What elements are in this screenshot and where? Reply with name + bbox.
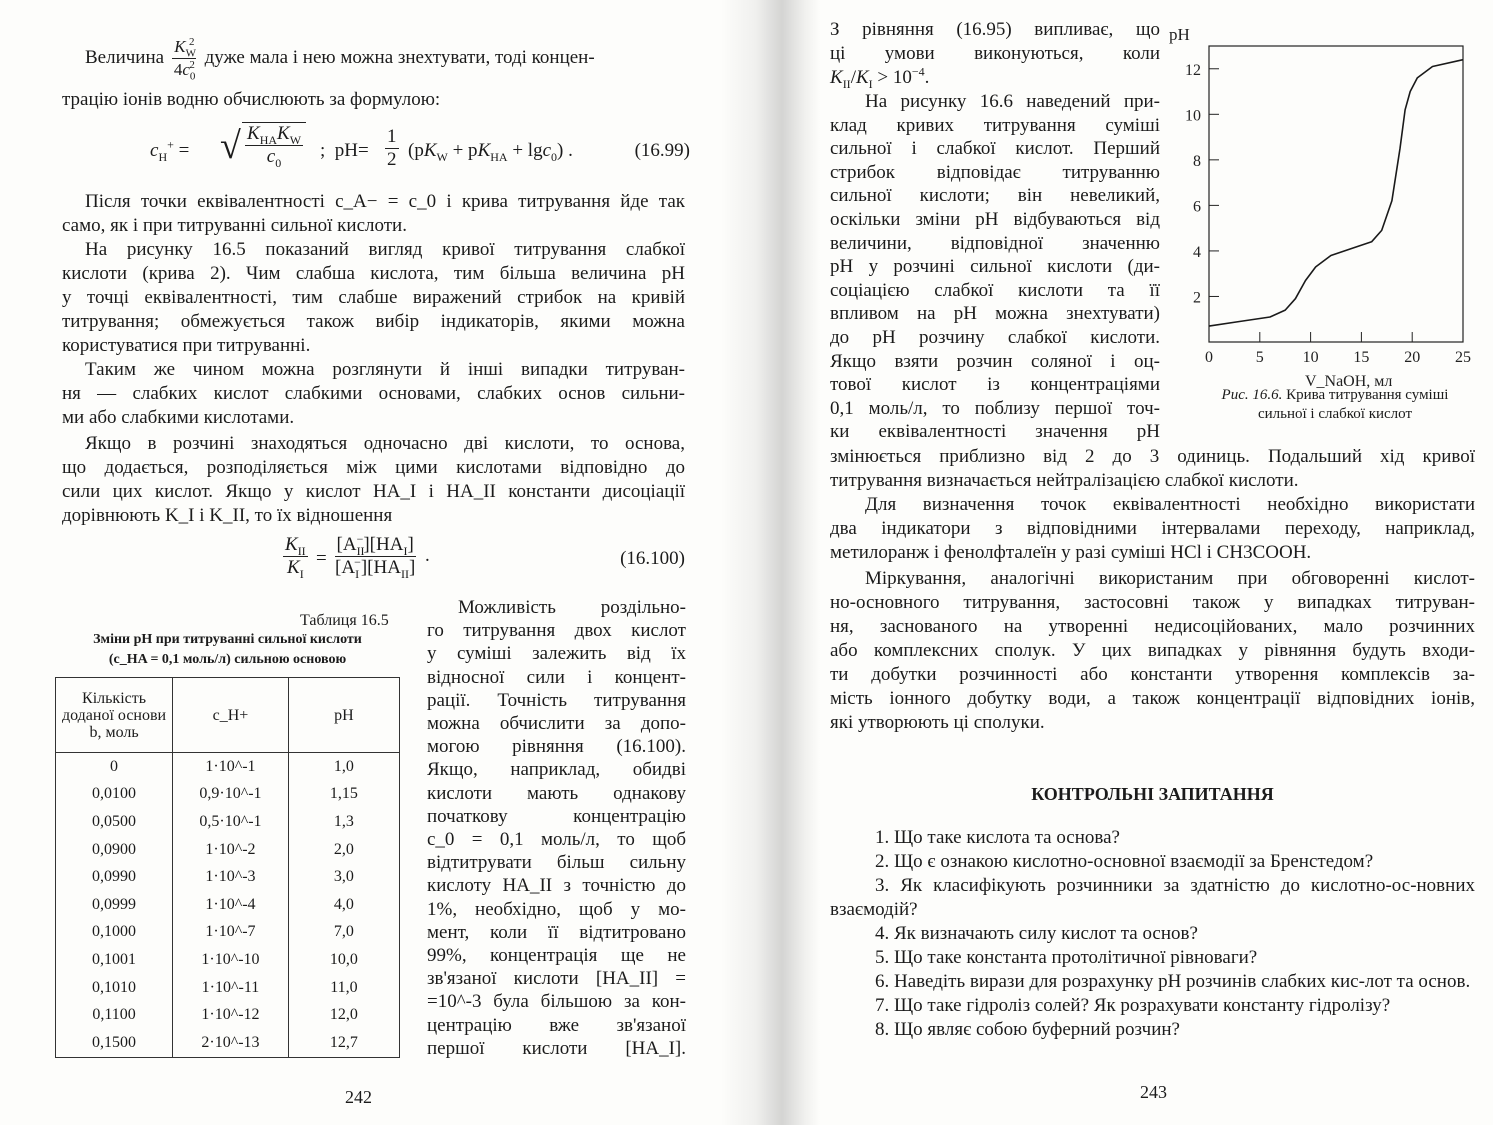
y-tick-label: 8	[1193, 152, 1201, 170]
x-tick-label: 5	[1255, 349, 1264, 366]
paragraph-line: Таким же чином можна розглянути й інші випадки титруван-	[85, 359, 685, 380]
question-item: 3. Як класифікують розчинники за здатністю до кислотно-ос-новних взаємодій?	[830, 875, 1475, 920]
side-text-line: c_0 = 0,1 моль/л, то щоб	[427, 829, 686, 850]
paragraph-line: стрибок відповідає титруванню	[830, 161, 1160, 183]
table-cell: 1·10^-12	[173, 1001, 289, 1029]
table-cell: 0,1000	[56, 919, 173, 947]
table-row	[56, 781, 400, 809]
paragraph-line: Міркування, аналогічні використаним при обговоренні кислот-	[865, 568, 1475, 589]
side-text-line: відносної сили і концент-	[427, 666, 686, 688]
table-row	[56, 836, 400, 864]
paragraph-line: сильної і слабкої кислот. Перший	[830, 138, 1160, 160]
table-cell: 11,0	[288, 974, 399, 1002]
paragraph-line: дорівнюють K_I і K_II, то їх відношення	[62, 505, 393, 526]
equation-16-100: $\frac{K_{II}}{K_I}$ = $\frac{[A_{II}^-][HA_I]}{[A_I^-][HA_{II}]}$ . (16.100)	[285, 531, 685, 581]
ph-table	[55, 677, 400, 1058]
table-row	[56, 891, 400, 919]
paragraph-line: Для визначення точок еквівалентності необхідно використати	[865, 494, 1475, 515]
question-item: 1. Що таке кислота та основа?	[875, 827, 1120, 848]
table-cell: 1,15	[288, 781, 399, 809]
paragraph-line: що додається, розподіляється між цими кислотами відповідно до	[62, 457, 685, 478]
side-text-line: 1%, необхідно, щоб у мо-	[427, 898, 686, 920]
paragraph-line: ки еквівалентності значення pH	[830, 421, 1160, 443]
intro-text: Величина	[85, 47, 165, 68]
table-cell: 1,3	[288, 808, 399, 836]
figure-caption-text: Крива титрування суміші	[1286, 387, 1449, 403]
side-text-line: могою рівняння (16.100).	[427, 736, 686, 758]
paragraph-line: На рисунку 16.5 показаний вигляд кривої титрування слабкої	[85, 239, 685, 260]
side-text-line: кислоти мають однакову	[427, 782, 686, 804]
page-number: 242	[345, 1087, 372, 1107]
table-cell: 0,0500	[56, 808, 173, 836]
page-number: 243	[1140, 1082, 1167, 1102]
paragraph-line: метилоранж і фенолфталеїн у разі суміші HCl і CH3COOH.	[830, 542, 1312, 563]
side-text-line: початкову концентрацію	[427, 805, 686, 827]
x-axis-label: V_NaOH, мл	[1304, 373, 1393, 390]
equation-16-99: $c_H^+$ = √ $\frac{K_{HA}K_W}{c_0}$ ; pH= $\frac{1}{2}$ $(pK_W + pK_{HA} + \lg c_0)$ . (16.99)	[150, 123, 690, 170]
paragraph-line: у точці еквівалентності, тим слабше виражений стрибок на кривій	[62, 287, 685, 308]
side-text-line: першої кислоти [HA_I].	[427, 1037, 686, 1059]
paragraph-line: або комплексних сполук. У цих випадках у рівняння будуть входи-	[830, 640, 1475, 661]
table-cell: 12,7	[288, 1029, 399, 1057]
paragraph-line: 0,1 моль/л, то поблизу першої точ-	[830, 397, 1160, 419]
table-cell: 0,5·10^-1	[173, 808, 289, 836]
x-tick-label: 25	[1455, 349, 1471, 366]
side-text-line: рації. Точність титрування	[427, 689, 686, 711]
table-header: Кількість доданої основи b, моль	[56, 678, 173, 753]
table-cell: 0,1001	[56, 946, 173, 974]
y-tick-label: 2	[1193, 289, 1201, 307]
side-text-line: можна обчислити за допо-	[427, 713, 686, 734]
paragraph-line: оскільки зміни pH відбуваються від	[830, 209, 1160, 230]
table-title: (c_HA = 0,1 моль/л) сильною основою	[108, 652, 347, 667]
figure-caption-text: сильної і слабкої кислот	[1257, 406, 1413, 422]
table-cell: 1,0	[288, 753, 399, 781]
paragraph-line: сильної кислоти; він невеликий,	[830, 185, 1160, 207]
table-header: c_H+	[173, 678, 289, 753]
paragraph-line: но-основного титрування, застосовні також у випадках титруван-	[830, 592, 1475, 613]
side-text-line: центрацію вже зв'язаної	[427, 1014, 686, 1036]
table-cell: 0,1100	[56, 1001, 173, 1029]
paragraph-line: соціацією слабкої кислоти та її	[830, 279, 1160, 301]
table-cell: 0,0100	[56, 781, 173, 809]
y-tick-label: 10	[1185, 107, 1201, 125]
side-text-line: у суміші залежить від їх	[427, 643, 686, 665]
x-tick-label: 0	[1205, 349, 1213, 366]
y-axis-label: pH	[1169, 25, 1190, 44]
paragraph-line: pH у розчині сильної кислоти (ди-	[830, 256, 1160, 278]
table-header: pH	[288, 678, 399, 753]
table-row	[56, 974, 400, 1002]
table-cell: 4,0	[288, 891, 399, 919]
paragraph-line: до pH розчину слабкої кислоти.	[830, 327, 1160, 348]
table-cell: 1·10^-2	[173, 836, 289, 864]
paragraph-line: які утворюють ці сполуки.	[830, 712, 1045, 733]
plot-frame	[1209, 46, 1463, 342]
table-label: Таблиця 16.5	[300, 612, 389, 629]
table-row	[56, 753, 400, 781]
y-tick-label: 4	[1193, 243, 1201, 261]
x-tick-label: 15	[1353, 349, 1370, 366]
table-row	[56, 808, 400, 836]
paragraph-line: ці умови виконуються, коли	[830, 43, 1160, 64]
figure-label: Рис. 16.6.	[1221, 387, 1283, 403]
question-item: 7. Що таке гідроліз солей? Як розрахувати константу гідролізу?	[875, 995, 1391, 1016]
table-cell: 0,1010	[56, 974, 173, 1002]
side-text-line: кислоту HA_II з точністю до	[427, 875, 686, 897]
paragraph-line: З рівняння (16.95) випливає, що	[830, 19, 1160, 40]
table-title: Зміни pH при титруванні сильної кислоти	[93, 632, 362, 647]
paragraph-line: ня — слабких кислот слабкими основами, слабких основ сильни-	[62, 383, 685, 404]
table-cell: 7,0	[288, 919, 399, 947]
paragraph-line: На рисунку 16.6 наведений при-	[865, 91, 1160, 112]
paragraph-line: ти добутки розчинності або константи утворення комплексів за-	[830, 664, 1475, 685]
right-page	[745, 0, 1493, 1125]
paragraph-line: тової кислот із концентраціями	[830, 374, 1160, 396]
paragraph-line: клад кривих титрування суміші	[830, 114, 1160, 136]
question-item: 6. Наведіть вирази для розрахунку pH розчинів слабких кис-лот та основ.	[875, 971, 1471, 992]
table-cell: 12,0	[288, 1001, 399, 1029]
paragraph-line: ня, заснованого на утворенні недисоційованих, мало розчинних	[830, 616, 1475, 637]
table-row	[56, 863, 400, 891]
paragraph-line: користуватися при титруванні.	[62, 335, 311, 356]
titration-chart	[1165, 10, 1485, 390]
intro-line-1	[85, 34, 595, 82]
x-tick-label: 20	[1404, 349, 1421, 366]
side-text-line: Якщо, наприклад, обидві	[427, 759, 686, 781]
paragraph-line: титрування визначається нейтралізацією слабкої кислоти.	[830, 470, 1299, 491]
table-cell: 1·10^-11	[173, 974, 289, 1002]
equation-number: (16.99)	[634, 140, 690, 161]
table-cell: 0,0990	[56, 863, 173, 891]
y-tick-label: 12	[1185, 61, 1201, 79]
table-cell: 1·10^-1	[173, 753, 289, 781]
paragraph-line: Якщо в розчині знаходяться одночасно дві кислоти, то основа,	[85, 433, 685, 454]
paragraph-line: сили цих кислот. Якщо у кислот HA_I і HA_II константи дисоціації	[62, 481, 685, 502]
left-page	[0, 0, 745, 1125]
table-row	[56, 946, 400, 974]
side-text-line: го титрування двох кислот	[427, 620, 686, 642]
question-item: 2. Що є ознакою кислотно-основної взаємодії за Бренстедом?	[875, 851, 1374, 872]
intro-text-cont: дуже мала і нею можна знехтувати, тоді концен-	[204, 47, 595, 68]
table-cell: 0	[56, 753, 173, 781]
figure-caption	[1185, 386, 1485, 424]
table-cell: 1·10^-4	[173, 891, 289, 919]
paragraph-line: міcть іонного добутку води, а також концентрації відповідних іонів,	[830, 688, 1475, 709]
question-item: 8. Що являє собою буферний розчин?	[875, 1019, 1180, 1040]
table-cell: 2,0	[288, 836, 399, 864]
table-row	[56, 1029, 400, 1057]
y-tick-label: 6	[1193, 198, 1201, 216]
titration-curve	[1209, 60, 1463, 326]
table-cell: 1·10^-7	[173, 919, 289, 947]
paragraph-line: ми або слабкими кислотами.	[62, 407, 295, 428]
paragraph-line: змінюється приблизно від 2 до 3 одиниць. Подальший хід кривої	[830, 446, 1475, 467]
table-row	[56, 1001, 400, 1029]
paragraph-line: титрування; обмежується також вибір індикаторів, якими можна	[62, 311, 685, 332]
intro-line-2: трацію іонів водню обчислюють за формулою:	[62, 89, 441, 110]
equation-number: (16.100)	[620, 548, 685, 569]
table-cell: 1·10^-10	[173, 946, 289, 974]
question-item: 4. Як визначають силу кислот та основ?	[875, 923, 1198, 944]
paragraph-line: два індикатори з відповідними інтервалами переходу, наприклад,	[830, 518, 1475, 539]
paragraph-line: Після точки еквівалентності c_A− = c_0 і крива титрування йде так	[85, 191, 685, 212]
table-cell: 0,0999	[56, 891, 173, 919]
side-text-line: мент, коли її відтитровано	[427, 921, 686, 943]
side-text-line: зв'язаної кислоти [HA_II] =	[427, 968, 686, 990]
table-cell: 1·10^-3	[173, 863, 289, 891]
side-text-line: 99%, концентрація ще не	[427, 945, 686, 966]
paragraph-line: величини, відповідної значенню	[830, 232, 1160, 254]
x-tick-label: 10	[1302, 349, 1319, 366]
ratio-condition: $K_{II}/K_I > 10^{-4}$.	[830, 64, 930, 91]
side-text-line: Можливість роздільно-	[458, 597, 686, 618]
table-cell: 0,1500	[56, 1029, 173, 1057]
paragraph-line: кислоти (крива 2). Чим слабша кислота, тим більша величина pH	[62, 263, 685, 284]
table-header-row	[56, 678, 400, 753]
table-cell: 0,9·10^-1	[173, 781, 289, 809]
table-cell: 0,0900	[56, 836, 173, 864]
kw-fraction: $\frac{K_W^2}{4c_0^2}$	[173, 36, 196, 83]
table-row	[56, 919, 400, 947]
paragraph-line: Якщо взяти розчин соляної і оц-	[830, 350, 1160, 372]
questions-list	[830, 826, 1475, 1042]
side-text-line: =10^-3 була більшою за кон-	[427, 991, 686, 1013]
table-cell: 10,0	[288, 946, 399, 974]
table-cell: 3,0	[288, 863, 399, 891]
paragraph-line: впливом на pH можна знехтувати)	[830, 303, 1160, 325]
question-item: 5. Що таке константа протолітичної рівноваги?	[875, 947, 1258, 968]
paragraph-line: само, як і при титруванні сильної кислоти.	[62, 215, 407, 236]
side-text-line: відтитрувати більш сильну	[427, 852, 686, 874]
table-cell: 2·10^-13	[173, 1029, 289, 1057]
section-title: КОНТРОЛЬНІ ЗАПИТАННЯ	[1031, 784, 1274, 804]
